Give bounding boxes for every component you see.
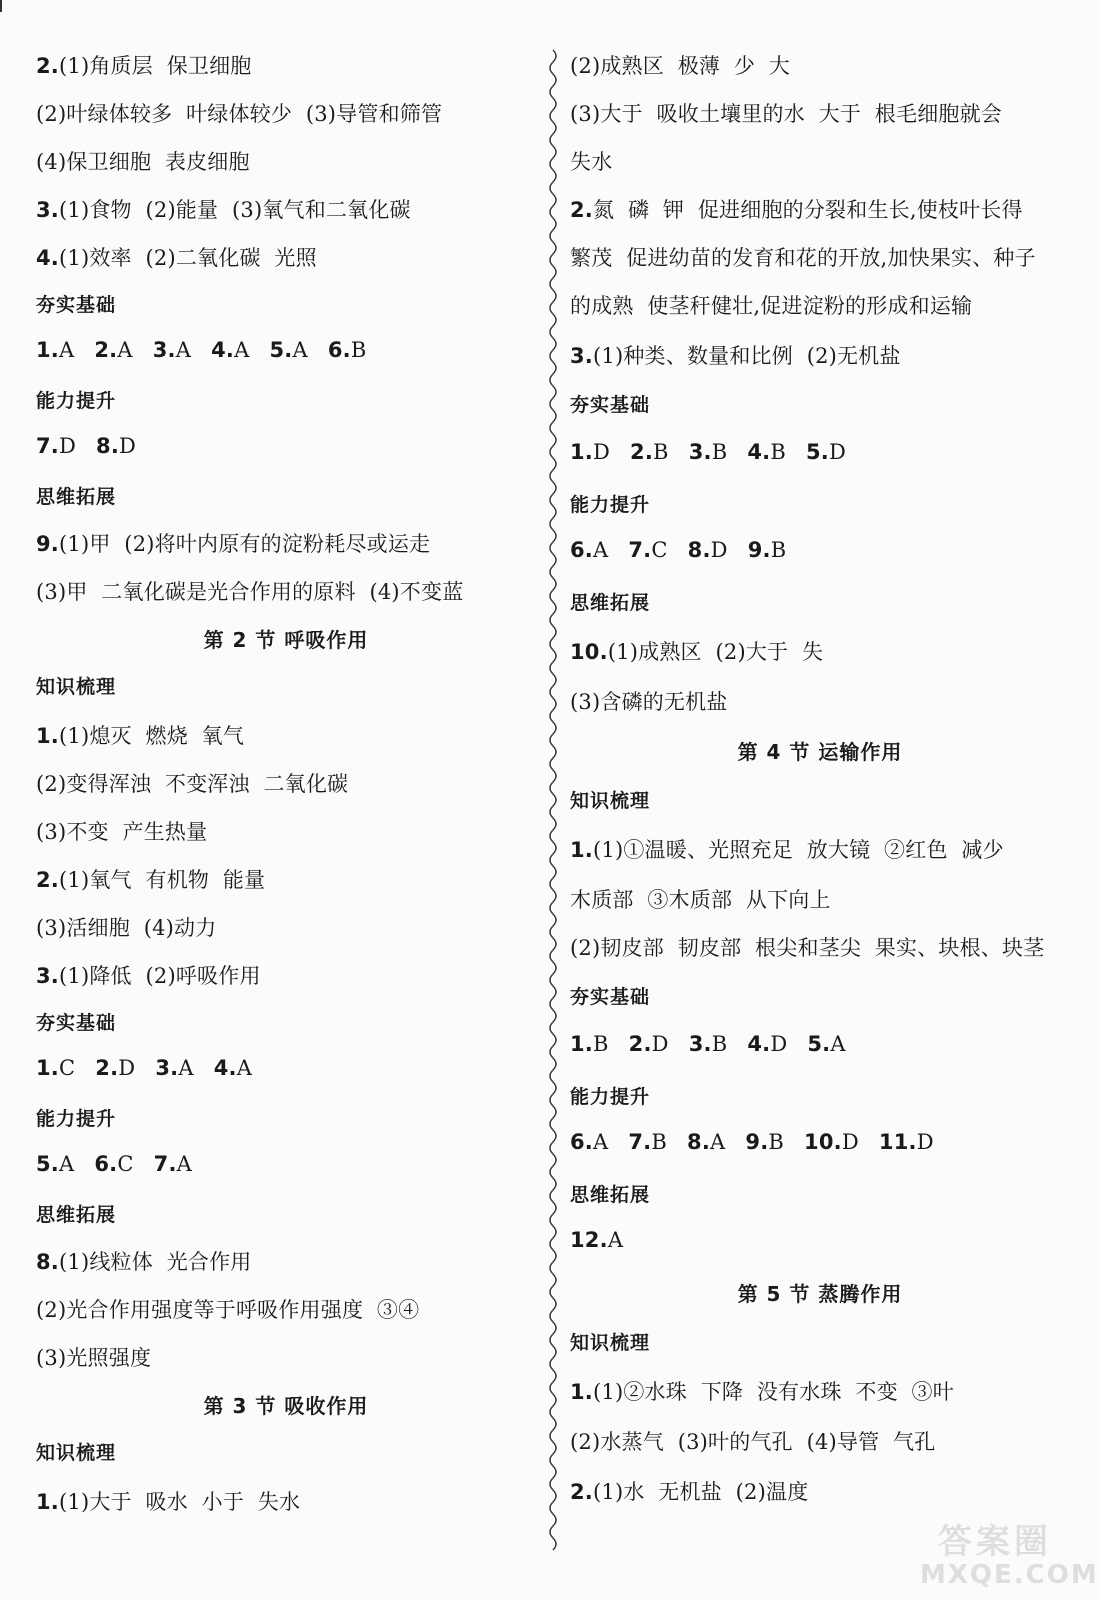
answer-text: (1)角质层 保卫细胞 <box>59 54 252 78</box>
question-number: 1. <box>36 338 59 362</box>
answer-line <box>570 98 1070 128</box>
choice-answer <box>36 434 76 458</box>
question-number: 3. <box>36 198 59 222</box>
choice-answer <box>36 338 74 362</box>
question-number: 4. <box>36 246 59 270</box>
section-heading: 能力提升 <box>570 1086 651 1108</box>
question-number: 1. <box>36 1056 59 1080</box>
answer-text: (4)保卫细胞 表皮细胞 <box>36 150 250 174</box>
question-number: 5. <box>36 1152 59 1176</box>
section-heading: 思维拓展 <box>570 1184 651 1206</box>
choice-answer <box>96 434 136 458</box>
answer-line <box>570 146 1070 176</box>
choice-answer <box>570 538 608 562</box>
question-number: 10. <box>804 1130 842 1154</box>
answer-line <box>570 340 1070 370</box>
corner-mark <box>0 0 8 12</box>
question-number: 1. <box>36 1490 59 1514</box>
answer-text: 繁茂 促进幼苗的发育和花的开放,加快果实、种子 <box>570 246 1036 270</box>
question-number: 6. <box>94 1152 118 1176</box>
choice-answer <box>270 338 308 362</box>
choice-letter: C <box>59 1056 76 1080</box>
answer-text: (3)光照强度 <box>36 1346 152 1370</box>
answer-line <box>36 1294 536 1324</box>
answer-text: (3)不变 产生热量 <box>36 820 208 844</box>
section-heading: 知识梳理 <box>570 1332 651 1354</box>
choice-answers <box>36 338 536 362</box>
answer-text: (2)成熟区 极薄 少 大 <box>570 54 790 78</box>
choice-letter: B <box>350 338 367 362</box>
question-number: 6. <box>570 538 593 562</box>
answer-line <box>36 1486 536 1516</box>
choice-letter: A <box>830 1032 846 1056</box>
choice-letter: D <box>59 434 77 458</box>
choice-answer <box>688 538 728 562</box>
section-title: 第 4 节 运输作用 <box>737 740 903 764</box>
question-number: 2. <box>570 1480 593 1504</box>
choice-answer <box>630 440 669 464</box>
section-title: 第 5 节 蒸腾作用 <box>737 1282 903 1306</box>
choice-letter: A <box>117 338 133 362</box>
choice-answer <box>570 1130 608 1154</box>
choice-answers <box>570 440 1070 464</box>
choice-letter: D <box>828 440 847 464</box>
choice-letter: C <box>117 1152 134 1176</box>
choice-answers <box>570 1130 1070 1154</box>
answer-line <box>36 98 536 128</box>
choice-letter: D <box>770 1032 788 1056</box>
question-number: 8. <box>96 434 120 458</box>
question-number: 7. <box>628 1130 652 1154</box>
section-title: 第 3 节 吸收作用 <box>203 1394 369 1418</box>
section-heading: 夯实基础 <box>570 986 651 1008</box>
answer-line <box>36 576 536 606</box>
choice-answer <box>155 1056 193 1080</box>
question-number: 4. <box>747 1032 771 1056</box>
choice-letter: B <box>768 1130 785 1154</box>
choice-answer <box>570 440 610 464</box>
question-number: 4. <box>747 440 771 464</box>
choice-answer <box>689 1032 728 1056</box>
choice-letter: A <box>236 1056 253 1080</box>
question-number: 7. <box>153 1152 177 1176</box>
watermark-logo <box>920 1514 1099 1594</box>
choice-answer <box>154 1152 192 1176</box>
choice-answer <box>689 440 728 464</box>
section-heading: 能力提升 <box>570 494 651 516</box>
answer-text: (1)大于 吸水 小于 失水 <box>59 1490 301 1514</box>
answer-text: (1)水 无机盐 (2)温度 <box>593 1480 809 1504</box>
choice-answers <box>570 538 1070 562</box>
choice-answer <box>804 1130 859 1154</box>
question-number: 6. <box>327 338 351 362</box>
choice-letter: B <box>651 1130 668 1154</box>
answer-line <box>570 1376 1070 1406</box>
answer-line <box>570 932 1070 962</box>
answer-text: (1)食物 (2)能量 (3)氧气和二氧化碳 <box>59 198 411 222</box>
choice-letter: D <box>118 1056 136 1080</box>
answer-text: (1)氧气 有机物 能量 <box>59 868 266 892</box>
section-heading: 思维拓展 <box>36 486 117 508</box>
question-number: 2. <box>628 1032 652 1056</box>
watermark-title: 答案圈 <box>938 1522 1052 1562</box>
question-number: 2. <box>36 868 59 892</box>
answer-text: (3)含磷的无机盐 <box>570 690 728 714</box>
answer-text: (1)线粒体 光合作用 <box>59 1250 252 1274</box>
answer-text: (3)大于 吸收土壤里的水 大于 根毛细胞就会 <box>570 102 1002 126</box>
question-number: 10. <box>570 640 608 664</box>
answer-text: (1)效率 (2)二氧化碳 光照 <box>59 246 317 270</box>
choice-answers <box>570 1228 1070 1252</box>
answer-line <box>36 194 536 224</box>
answer-text: (3)活细胞 (4)动力 <box>36 916 217 940</box>
section-heading: 思维拓展 <box>570 592 651 614</box>
choice-answer <box>879 1130 934 1154</box>
answer-line <box>570 1426 1070 1456</box>
choice-answer <box>807 1032 845 1056</box>
answer-line <box>36 912 536 942</box>
question-number: 4. <box>213 1056 237 1080</box>
answer-line <box>36 1342 536 1372</box>
choice-letter: A <box>710 1130 726 1154</box>
question-number: 9. <box>747 538 771 562</box>
question-number: 7. <box>36 434 59 458</box>
choice-letter: D <box>841 1130 859 1154</box>
choice-letter: D <box>593 440 611 464</box>
choice-answer <box>570 1032 609 1056</box>
question-number: 9. <box>745 1130 769 1154</box>
choice-letter: A <box>59 1152 75 1176</box>
choice-answer <box>628 1130 667 1154</box>
choice-answer <box>687 1130 725 1154</box>
question-number: 7. <box>628 538 652 562</box>
choice-letter: C <box>651 538 668 562</box>
section-title: 第 2 节 呼吸作用 <box>203 628 369 652</box>
answer-line <box>570 50 1070 80</box>
choice-answer <box>94 1152 133 1176</box>
choice-answer <box>94 338 132 362</box>
choice-answer <box>628 538 667 562</box>
question-number: 3. <box>688 1032 712 1056</box>
choice-answer <box>747 1032 787 1056</box>
answer-text: (2)水蒸气 (3)叶的气孔 (4)导管 气孔 <box>570 1430 936 1454</box>
answer-text: (2)韧皮部 韧皮部 根尖和茎尖 果实、块根、块茎 <box>570 936 1045 960</box>
section-heading: 夯实基础 <box>570 394 651 416</box>
answer-line <box>36 50 536 80</box>
answer-line <box>570 636 1070 666</box>
answer-line <box>36 768 536 798</box>
answer-text: (3)甲 二氧化碳是光合作用的原料 (4)不变蓝 <box>36 580 464 604</box>
column-divider <box>546 50 560 1550</box>
choice-answers <box>36 434 536 458</box>
choice-answer <box>36 1152 74 1176</box>
answer-text: (2)叶绿体较多 叶绿体较少 (3)导管和筛管 <box>36 102 443 126</box>
question-number: 3. <box>36 964 59 988</box>
choice-letter: B <box>770 538 787 562</box>
choice-answers <box>570 1032 1070 1056</box>
answer-text: (1)成熟区 (2)大于 失 <box>607 640 824 664</box>
choice-letter: A <box>234 338 250 362</box>
section-heading: 夯实基础 <box>36 294 117 316</box>
answer-line <box>570 884 1070 914</box>
choice-answer <box>629 1032 669 1056</box>
choice-letter: A <box>607 1228 624 1252</box>
choice-letter: D <box>916 1130 934 1154</box>
answer-text: (1)熄灭 燃烧 氧气 <box>59 724 245 748</box>
answer-line <box>36 146 536 176</box>
question-number: 5. <box>269 338 293 362</box>
section-heading: 思维拓展 <box>36 1204 117 1226</box>
question-number: 3. <box>688 440 712 464</box>
choice-letter: D <box>119 434 137 458</box>
question-number: 1. <box>570 440 593 464</box>
answer-line <box>570 290 1070 320</box>
question-number: 3. <box>570 344 593 368</box>
choice-letter: D <box>651 1032 669 1056</box>
question-number: 8. <box>36 1250 59 1274</box>
section-heading: 知识梳理 <box>36 1442 117 1464</box>
answer-text: (2)光合作用强度等于呼吸作用强度 ③④ <box>36 1298 420 1322</box>
choice-letter: B <box>770 440 786 464</box>
answer-line <box>36 528 536 558</box>
question-number: 1. <box>570 838 593 862</box>
question-number: 8. <box>687 538 711 562</box>
answer-text: 失水 <box>570 150 613 174</box>
answer-text: (1)②水珠 下降 没有水珠 不变 ③叶 <box>593 1380 954 1404</box>
choice-answer <box>36 1056 75 1080</box>
choice-letter: A <box>175 338 192 362</box>
answer-line <box>36 1246 536 1276</box>
choice-answer <box>806 440 846 464</box>
question-number: 2. <box>630 440 654 464</box>
choice-letter: A <box>59 338 75 362</box>
choice-answer <box>214 1056 252 1080</box>
choice-letter: B <box>593 1032 609 1056</box>
section-heading: 知识梳理 <box>36 676 117 698</box>
question-number: 3. <box>152 338 176 362</box>
answer-line <box>570 1476 1070 1506</box>
question-number: 2. <box>94 338 118 362</box>
choice-answers <box>36 1152 536 1176</box>
watermark-url: MXQE.COM <box>920 1560 1099 1590</box>
section-heading: 能力提升 <box>36 390 117 412</box>
answer-text: 的成熟 使茎秆健壮,促进淀粉的形成和运输 <box>570 294 973 318</box>
choice-letter: B <box>711 1032 728 1056</box>
answer-text: (1)降低 (2)呼吸作用 <box>59 964 261 988</box>
choice-answer <box>747 440 786 464</box>
choice-letter: A <box>593 538 609 562</box>
question-number: 4. <box>211 338 235 362</box>
section-heading: 知识梳理 <box>570 790 651 812</box>
question-number: 5. <box>805 440 829 464</box>
choice-letter: D <box>710 538 728 562</box>
answer-text: 氮 磷 钾 促进细胞的分裂和生长,使枝叶长得 <box>593 198 1023 222</box>
answer-line <box>36 720 536 750</box>
choice-answer <box>748 538 787 562</box>
question-number: 1. <box>570 1032 593 1056</box>
choice-letter: B <box>711 440 728 464</box>
choice-letter: B <box>653 440 669 464</box>
answer-line <box>570 686 1070 716</box>
question-number: 12. <box>570 1228 608 1252</box>
choice-letter: A <box>178 1056 194 1080</box>
question-number: 11. <box>878 1130 917 1154</box>
choice-answer <box>153 338 191 362</box>
choice-answer <box>211 338 249 362</box>
choice-letter: A <box>593 1130 609 1154</box>
question-number: 5. <box>807 1032 831 1056</box>
question-number: 1. <box>570 1380 593 1404</box>
question-number: 6. <box>570 1130 593 1154</box>
answer-text: (1)甲 (2)将叶内原有的淀粉耗尽或运走 <box>59 532 431 556</box>
question-number: 8. <box>687 1130 711 1154</box>
question-number: 2. <box>36 54 59 78</box>
question-number: 9. <box>36 532 59 556</box>
section-heading: 能力提升 <box>36 1108 117 1130</box>
answer-line <box>36 242 536 272</box>
answer-line <box>36 864 536 894</box>
answer-line <box>570 242 1070 272</box>
answer-text: 木质部 ③木质部 从下向上 <box>570 888 831 912</box>
answer-text: (1)种类、数量和比例 (2)无机盐 <box>593 344 901 368</box>
choice-answer <box>95 1056 135 1080</box>
choice-answers <box>36 1056 536 1080</box>
choice-answer <box>745 1130 784 1154</box>
answer-line <box>36 960 536 990</box>
question-number: 1. <box>36 724 59 748</box>
choice-letter: A <box>176 1152 193 1176</box>
answer-text: (2)变得浑浊 不变浑浊 二氧化碳 <box>36 772 349 796</box>
answer-line <box>570 834 1070 864</box>
choice-answer <box>328 338 367 362</box>
choice-answer <box>570 1228 623 1252</box>
answer-text: (1)①温暖、光照充足 放大镜 ②红色 减少 <box>593 838 1004 862</box>
question-number: 2. <box>95 1056 119 1080</box>
section-heading: 夯实基础 <box>36 1012 117 1034</box>
question-number: 3. <box>155 1056 179 1080</box>
answer-line <box>36 816 536 846</box>
choice-letter: A <box>292 338 308 362</box>
question-number: 2. <box>570 198 593 222</box>
answer-line <box>570 194 1070 224</box>
